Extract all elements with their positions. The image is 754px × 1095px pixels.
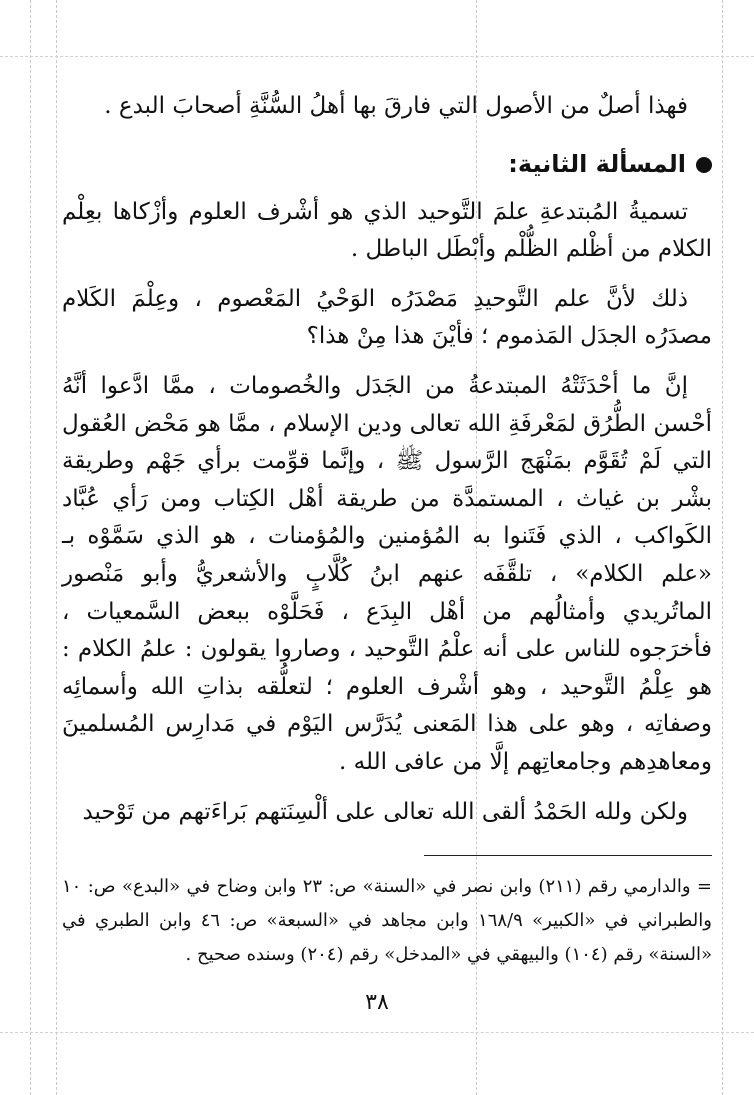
bullet-icon [696,157,712,173]
page-number: ٣٨ [365,990,389,1015]
section-heading [62,146,712,182]
paragraph: تسميةُ المُبتدعةِ علمَ التَّوحيد الذي هو أشْرف العلوم وأزْكاها بعِلْم الكلام من أظْلم الظُّلْم وأبْطَل الباطل . [62,198,712,263]
scan-guide-line [722,0,723,1095]
scan-guide-line [30,0,31,1095]
scan-guide-line [56,0,57,1095]
scan-guide-line [0,1032,754,1033]
footnote: = والدارمي رقم (٢١١) وابن نصر في «السنة» ص: ٢٣ وابن وضاح في «البدع» ص: ١٠ والطبراني في «الكبير» ١٦٨/٩ وابن مجاهد في «السبعة» ص: ٤٦ وابن الطبري في «السنة» رقم (١٠٤) والبيهقي في «المدخل» رقم (٢٠٤) وسنده صحيح . [62,876,712,965]
page-body [62,88,712,843]
intro-paragraph: فهذا أصلٌ من الأصول التي فارقَ بها أهلُ السُّنَّةِ أصحابَ البدع . [104,93,688,119]
paragraph: ذلك لأنَّ علم التَّوحيدِ مَصْدَرُه الوَحْيُ المَعْصوم ، وعِلْمَ الكَلام مصدَرُه الجدَل المَذموم ؛ فأيْنَ هذا مِنْ هذا؟ [62,285,712,350]
scan-guide-line [0,56,754,57]
paragraph: ولكن ولله الحَمْدُ ألقى الله تعالى على ألْسِنَتهم بَراءَتهم من تَوْحيد [82,798,688,825]
footnote-divider [424,855,712,856]
section-title: المسألة الثانية: [508,149,686,178]
paragraph: إنَّ ما أحْدَثَتْهُ المبتدعةُ من الجَدَل والخُصومات ، ممَّا ادَّعوا أنَّهُ أحْسن الطُّرُق لمَعْرفَةِ الله تعالى ودين الإسلام ، ممَّا هو مَحْض العُقول التي لَمْ تُقَوَّم بمَنْهَج الرَّسول ﷺ ، وإنَّما قوِّمت برأي جَهْم وطريقة بشْر بن غياث ، المستمدَّة من طريقة أهْل الكِتاب ومن رَأي عُبَّاد الكَواكب ، الذي فَتَنوا به المُؤمنين والمُؤمنات ، هو الذي سَمَّوْه بـ «علم الكلام» ، تلقَّفَه عنهم ابنُ كُلَّابٍ والأشعريُّ وأبو مَنْصور الماتُريدي وأمثالُهم من أهْل البِدَع ، فَحَلَّوْه ببعض السَّمعيات ، فأخرَجوه للناس على أنه علْمُ التَّوحيد ، وصاروا يقولون : علمُ الكلام : هو عِلْمُ التَّوحيد ، وهو أشْرف العلوم ؛ لتعلُّقه بذاتِ الله وأسمائِه وصفاتِه ، وهو على هذا المَعنى يُدَرَّس اليَوْم في مَدارِس المُسلمينَ ومعاهدِهم وجامعاتِهم إلَّا من عافى الله . [62,372,712,775]
